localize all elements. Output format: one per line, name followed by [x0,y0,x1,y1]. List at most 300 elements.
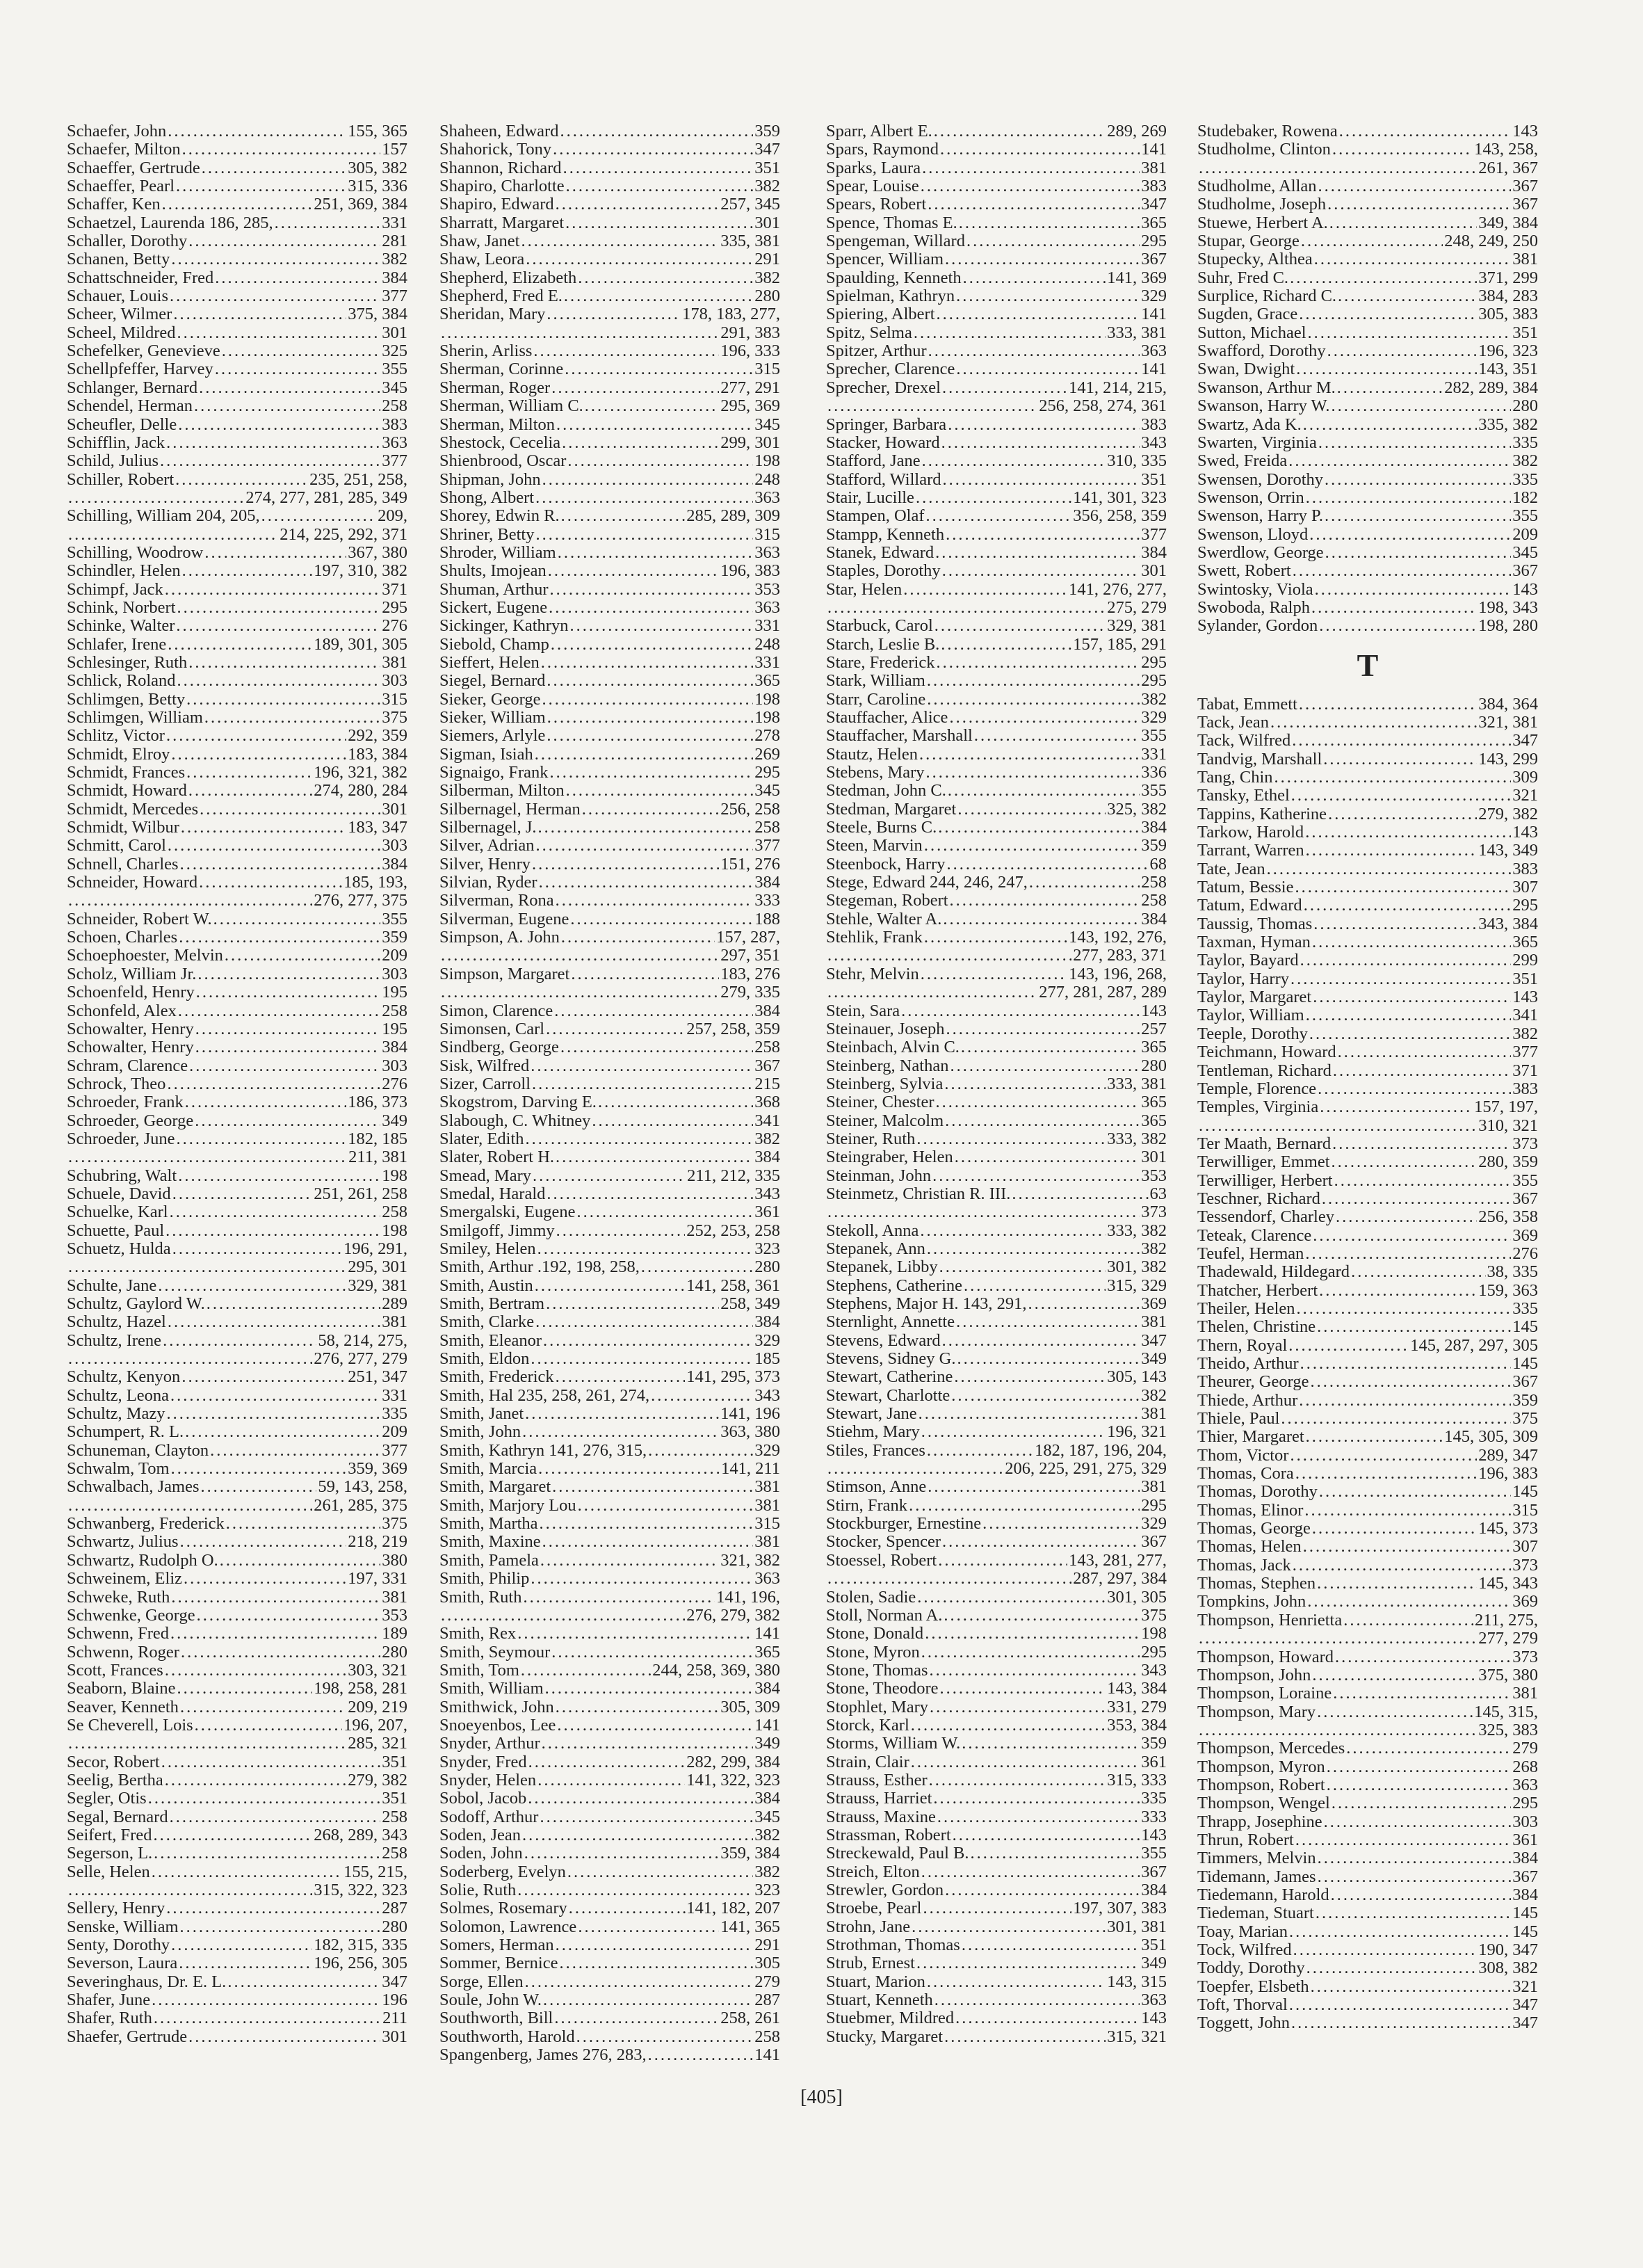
leader-dots [576,2028,754,2046]
index-entry [67,1753,407,1771]
entry-pages: 333, 381 [1107,323,1167,342]
leader-dots [956,360,1140,378]
leader-dots [533,342,719,360]
leader-dots [569,617,753,635]
leader-dots [1325,471,1511,489]
entry-name: Shepherd, Fred E. [439,287,562,306]
leader-dots [165,1771,346,1790]
leader-dots [925,1625,1140,1643]
entry-name: Toft, Thorval [1197,1995,1288,2015]
entry-pages: 331 [382,1385,407,1405]
entry-name: Streich, Elton [826,1862,920,1881]
entry-pages: 359 [754,122,780,140]
index-entry [826,1936,1167,1954]
index-entry [1197,1593,1538,1611]
entry-pages: 295 [754,763,780,782]
leader-dots [560,1038,753,1056]
index-entry [67,1826,407,1844]
leader-dots [185,1423,380,1441]
index-entry [439,1881,780,1899]
entry-pages: 377 [754,836,780,855]
entry-name: Tarkow, Harold [1197,823,1304,842]
entry-pages: 141 [754,1715,780,1735]
entry-pages: 349, 384 [1478,213,1538,232]
entry-pages: 218, 219 [348,1532,407,1552]
entry-pages: 280 [1512,396,1538,416]
entry-pages: 361 [1512,1830,1538,1849]
entry-name: Toay, Marian [1197,1922,1288,1941]
entry-name: Swanson, Harry W. [1197,396,1330,416]
leader-dots [1300,1355,1512,1373]
entry-name: Shaheen, Edward [439,122,559,140]
index-entry [67,360,407,378]
entry-name: Schram, Clarence [67,1056,188,1075]
leader-dots [546,1020,685,1038]
index-entry [1197,1428,1538,1446]
entry-pages: 373 [1512,1647,1538,1666]
index-entry [1197,1849,1538,1867]
entry-pages: 145, 373 [1478,1519,1538,1538]
index-entry [1197,232,1538,250]
leader-dots [542,1533,754,1551]
index-entry [826,1863,1167,1881]
leader-dots [170,1625,380,1643]
index-entry [826,1478,1167,1496]
entry-pages: 310, 321 [1478,1116,1538,1135]
leader-dots [1319,1483,1511,1501]
entry-name: Shuman, Arthur [439,579,549,599]
entry-pages: 183, 347 [348,818,407,837]
index-entry [1197,1282,1538,1300]
entry-pages: 279, 382 [1478,804,1538,823]
index-entry [1197,1886,1538,1904]
entry-pages: 384 [382,268,407,287]
leader-dots [1303,416,1478,434]
leader-dots [827,1460,1003,1478]
leader-dots [942,1332,1140,1350]
entry-name: Stedman, Margaret [826,799,957,819]
entry-name: Soderberg, Evelyn [439,1862,566,1881]
leader-dots [1333,1684,1511,1703]
index-entry [1197,1703,1538,1721]
leader-dots [1317,1703,1473,1721]
entry-name: Schendel, Herman [67,396,193,416]
leader-dots [543,1991,753,2009]
index-entry [826,1826,1167,1844]
index-entry [826,269,1167,287]
entry-pages: 189 [382,1624,407,1643]
index-entry [826,1093,1167,1111]
entry-name: Stampen, Olaf [826,506,925,526]
leader-dots [160,452,380,470]
entry-pages: 367 [1512,1867,1538,1886]
index-entry [439,2028,780,2046]
leader-dots [1325,544,1512,562]
entry-name: Steinauer, Joseph [826,1019,945,1038]
entry-name: Smith, Rex [439,1624,517,1643]
entry-name: Thadewald, Hildegard [1197,1262,1350,1282]
entry-name: Shriner, Betty [439,524,535,544]
entry-pages: 303, 321 [348,1660,407,1680]
index-entry [439,1423,780,1441]
index-entry-continuation [67,1258,407,1276]
entry-pages: 384 [1512,1849,1538,1868]
entry-name: Signaigo, Frank [439,763,549,782]
index-entry [1197,416,1538,434]
entry-name: Smedal, Harald [439,1184,546,1203]
entry-name: Strassman, Robert [826,1825,951,1844]
leader-dots [1333,1062,1511,1080]
leader-dots [225,947,380,965]
entry-pages: 384 [1512,1885,1538,1904]
entry-name: Teichmann, Howard [1197,1043,1336,1062]
entry-name: Temples, Virginia [1197,1097,1319,1117]
entry-pages: 382 [754,1129,780,1148]
leader-dots [1274,769,1512,787]
index-entry [67,1020,407,1038]
entry-name: Stephens, Catherine [826,1276,962,1295]
index-entry [67,324,407,342]
entry-pages: 143, 315 [1107,1972,1167,1991]
entry-name: Spear, Louise [826,177,919,196]
index-entry [1197,823,1538,842]
index-entry [439,709,780,727]
leader-dots [1339,122,1511,140]
index-entry [67,177,407,195]
leader-dots [941,636,1071,654]
entry-name: Silverman, Rona [439,891,554,910]
index-entry [826,1350,1167,1368]
leader-dots [546,1295,719,1313]
entry-name: Strain, Clair [826,1752,909,1771]
leader-dots [1324,1813,1512,1831]
index-entry [439,1936,780,1954]
entry-pages: 182, 187, 196, 204, [1035,1440,1167,1460]
entry-pages: 277, 283, 371 [1073,946,1167,965]
leader-dots [936,654,1140,672]
entry-pages: 382 [754,177,780,196]
entry-pages: 381 [754,1495,780,1515]
leader-dots [560,122,753,140]
leader-dots [1299,1392,1511,1410]
index-entry [439,654,780,672]
entry-pages: 363 [754,1569,780,1589]
entry-name: Tate, Jean [1197,859,1265,878]
entry-pages: 280 [382,1917,407,1936]
entry-name: Studholme, Joseph [1197,195,1327,214]
entry-pages: 309 [1512,768,1538,787]
leader-dots [1315,581,1512,599]
entry-name: Stroebe, Pearl [826,1899,922,1918]
entry-name: Siemers, Arlyle [439,726,546,746]
entry-pages: 382 [1512,1024,1538,1043]
entry-pages: 143, 196, 268, [1069,964,1167,983]
entry-name: Stewart, Charlotte [826,1385,950,1405]
leader-dots [531,1350,753,1368]
index-entry [67,782,407,800]
index-entry [1197,1392,1538,1410]
leader-dots [562,434,719,452]
entry-name: Snyder, Helen [439,1770,537,1790]
leader-dots [1300,951,1512,970]
leader-dots [213,910,381,928]
index-entry [67,507,407,525]
entry-pages: 295 [1141,232,1167,251]
index-entry [439,287,780,305]
entry-name: Tappins, Katherine [1197,804,1327,823]
index-entry [826,1918,1167,1936]
entry-name: Smith, John [439,1422,521,1442]
index-entry [439,397,780,415]
leader-dots [188,782,312,800]
leader-dots [951,1387,1140,1405]
entry-pages: 371, 299 [1478,268,1538,287]
leader-dots [178,1167,380,1185]
entry-pages: 141, 295, 373 [686,1367,780,1387]
entry-pages: 381 [754,1477,780,1497]
entry-name: Temple, Florence [1197,1079,1317,1098]
entry-name: Shepherd, Elizabeth [439,268,577,287]
index-entry [67,287,407,305]
entry-name: Seaver, Kenneth [67,1697,179,1716]
index-entry [67,837,407,855]
entry-name: Scott, Frances [67,1660,163,1680]
leader-dots [551,636,753,654]
entry-name: Schowalter, Henry [67,1038,194,1057]
entry-name: Shapiro, Charlotte [439,177,565,196]
entry-name: Stehle, Walter A. [826,909,942,928]
leader-dots [1332,397,1512,415]
leader-dots [1296,360,1477,378]
index-entry [439,1075,780,1093]
entry-pages: 331 [1141,744,1167,764]
entry-pages: 384 [754,1001,780,1020]
index-entry [826,1515,1167,1533]
entry-pages: 143 [1512,823,1538,842]
entry-pages: 343, 384 [1478,914,1538,933]
index-entry [826,434,1167,452]
index-entry [1197,769,1538,787]
entry-pages: 367 [1512,195,1538,214]
index-entry [67,1698,407,1716]
entry-pages: 355 [1512,506,1538,526]
index-entry [439,562,780,580]
entry-pages: 196 [382,1990,407,2010]
entry-pages: 367, 380 [348,542,407,562]
index-entry [1197,1739,1538,1758]
entry-pages: 321 [1512,786,1538,805]
entry-name: Schinke, Walter [67,616,175,636]
entry-name: Sharratt, Margaret [439,213,565,232]
entry-pages: 382 [382,250,407,269]
index-entry [439,232,780,250]
index-entry [67,709,407,727]
entry-pages: 367 [1141,1532,1167,1552]
leader-dots [175,471,308,489]
entry-name: Schaefer, Milton [67,140,181,159]
index-entry [439,489,780,507]
entry-pages: 333, 382 [1107,1129,1167,1148]
leader-dots [166,434,380,452]
entry-name: Soden, John [439,1844,523,1863]
index-entry [67,250,407,268]
leader-dots [1311,599,1477,617]
leader-dots [1317,1318,1511,1336]
entry-pages: 363 [382,433,407,452]
index-entry [439,1442,780,1460]
leader-dots [566,177,754,195]
leader-dots [540,1552,719,1570]
leader-dots [1307,1593,1511,1611]
entry-name: Stair, Lucille [826,488,914,507]
index-entry [1197,1410,1538,1428]
entry-pages: 58, 214, 275, [318,1330,407,1350]
index-entry [439,1387,780,1405]
index-entry [439,1662,780,1680]
index-entry [826,1258,1167,1276]
entry-pages: 371 [382,579,407,599]
entry-pages: 363 [1141,1990,1167,2010]
leader-dots [1313,988,1511,1006]
entry-pages: 315 [754,1514,780,1534]
entry-pages: 295 [1512,896,1538,915]
entry-name: Thern, Royal [1197,1335,1288,1355]
index-entry [1197,860,1538,878]
leader-dots [1290,970,1511,988]
entry-name: Solomon, Lawrence [439,1917,577,1936]
index-entry [1197,1538,1538,1556]
index-entry [439,910,780,928]
entry-pages: 141, 365 [720,1917,780,1936]
leader-dots [827,397,1037,415]
index-entry [67,1240,407,1258]
entry-pages: 159, 363 [1478,1280,1538,1300]
entry-name: Sodoff, Arthur [439,1807,539,1826]
leader-dots [535,837,753,855]
index-entry [1197,915,1538,933]
leader-dots [201,1478,317,1496]
leader-dots [1337,379,1443,397]
entry-name: Thompson, Henrietta [1197,1610,1343,1630]
entry-pages: 188 [754,909,780,928]
leader-dots [966,232,1140,250]
entry-pages: 335 [1512,1298,1538,1318]
entry-pages: 381 [754,1532,780,1552]
entry-pages: 143, 349 [1478,841,1538,860]
leader-dots [1316,1904,1511,1922]
leader-dots [179,1954,312,1972]
index-entry [826,837,1167,855]
leader-dots [1313,915,1477,933]
entry-pages: 277, 291 [720,378,780,397]
leader-dots [934,617,1106,635]
leader-dots [962,1936,1140,1954]
index-entry [1197,1245,1538,1263]
index-entry [826,1423,1167,1441]
index-entry [67,434,407,452]
entry-pages: 141, 211 [721,1459,780,1479]
entry-pages: 335, 381 [720,232,780,251]
entry-pages: 292, 359 [348,726,407,746]
entry-pages: 335 [382,1404,407,1424]
index-entry [67,1570,407,1588]
entry-name: Thomas, Helen [1197,1537,1302,1557]
leader-dots [170,1808,381,1826]
index-entry [1197,250,1538,268]
entry-pages: 196, 321 [1107,1422,1167,1442]
entry-name: Steinbach, Alvin C. [826,1038,960,1057]
index-entry-continuation [439,983,780,1002]
entry-pages: 375, 380 [1478,1665,1538,1684]
index-entry [826,727,1167,745]
entry-name: Stimson, Anne [826,1477,927,1497]
index-entry [1197,1043,1538,1061]
entry-pages: 325, 383 [1478,1720,1538,1739]
index-entry [826,1240,1167,1258]
entry-pages: 384 [1141,909,1167,928]
entry-pages: 365 [1141,213,1167,232]
entry-pages: 329, 381 [1107,616,1167,636]
leader-dots [1304,1502,1511,1520]
entry-name: Shafer, June [67,1990,151,2010]
index-entry [826,928,1167,947]
leader-dots [547,1185,753,1203]
entry-pages: 295 [382,597,407,617]
entry-pages: 196, 383 [1478,1464,1538,1483]
leader-dots [526,250,753,268]
index-entry [67,1130,407,1148]
entry-name: Schellpfeffer, Harvey [67,360,213,379]
leader-dots [172,1240,342,1258]
leader-dots [154,1844,380,1863]
entry-pages: 349 [1141,1954,1167,1973]
index-entry [826,581,1167,599]
leader-dots [181,1368,346,1386]
entry-name: Stebens, Mary [826,763,925,782]
entry-name: Stepanek, Libby [826,1257,938,1277]
leader-dots [1306,1959,1478,1977]
index-entry [67,1313,407,1331]
leader-dots [924,928,1067,947]
entry-name: Stiles, Frances [826,1440,925,1460]
entry-pages: 365 [1141,1111,1167,1130]
index-entry [439,1405,780,1423]
leader-dots [929,1771,1106,1790]
leader-dots [176,177,346,195]
entry-pages: 143, 281, 277, [1069,1550,1167,1570]
index-entry [1197,1978,1538,1996]
index-entry [439,819,780,837]
entry-name: Schultz, Mazy [67,1404,165,1424]
index-entry [439,177,780,195]
leader-dots [522,1826,753,1844]
entry-name: Thompson, Wengel [1197,1794,1330,1813]
index-entry [439,1478,780,1496]
entry-name: Swartz, Ada K. [1197,415,1302,434]
index-entry [67,1790,407,1808]
leader-dots [535,1277,685,1295]
leader-dots [177,672,381,690]
entry-pages: 143 [1512,579,1538,599]
entry-name: Stekoll, Anna [826,1221,919,1240]
index-entry [439,1844,780,1863]
entry-name: Sherin, Arliss [439,341,533,361]
entry-name: Swoboda, Ralph [1197,597,1310,617]
entry-name: Segal, Bernard [67,1807,168,1826]
index-entry [826,562,1167,580]
entry-name: Schwartz, Julius [67,1532,179,1552]
index-entry [67,1515,407,1533]
